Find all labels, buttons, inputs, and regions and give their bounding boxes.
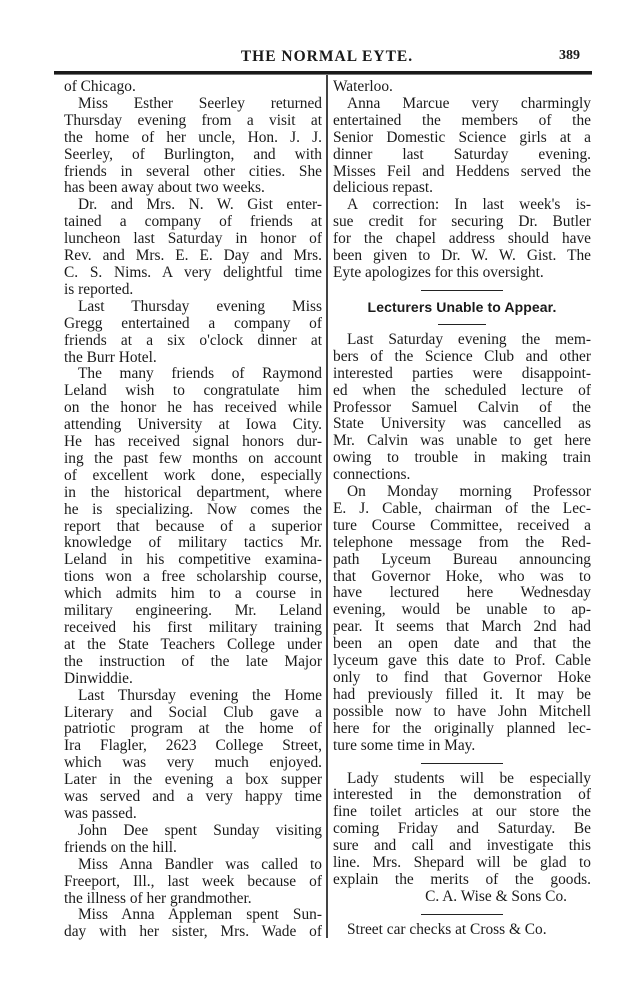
news-item (333, 96, 591, 197)
text-line: luncheon last Saturday in honor of (64, 230, 322, 248)
text-line: friends on the hill. (64, 838, 177, 856)
text-line: Eyte apologizes for this oversight. (333, 263, 544, 281)
text-line: Rev. and Mrs. E. E. Day and Mrs. (64, 247, 322, 265)
text-line: Miss Anna Appleman spent Sun- (78, 906, 322, 924)
news-item (64, 823, 322, 857)
left-column (64, 79, 322, 941)
text-line: possible now to have John Mitchell (333, 702, 591, 720)
article-heading: Lecturers Unable to Appear. (367, 298, 557, 315)
text-line: On Monday morning Professor (347, 483, 591, 501)
text-line: lyceum gave this date to Prof. Cable (333, 652, 591, 670)
text-line: John Dee spent Sunday visiting (78, 821, 322, 839)
running-head (62, 48, 592, 68)
text-line: Waterloo. (333, 78, 393, 95)
text-line: the Burr Hotel. (64, 348, 157, 366)
news-item (64, 366, 322, 687)
text-line: delicious repast. (333, 179, 434, 197)
text-line: day with her sister, Mrs. Wade of (64, 923, 322, 941)
text-line: received his first military training (64, 619, 322, 636)
heading-underline (438, 324, 486, 325)
text-line: Ira Flagler, 2623 College Street, (64, 737, 322, 755)
text-line: was passed. (64, 804, 137, 822)
text-line: for the chapel address should have (333, 230, 591, 248)
text-line: Last Saturday evening the mem- (347, 330, 591, 348)
text-line: dinner last Saturday evening. (333, 145, 591, 163)
text-line: path Lyceum Bureau announcing (333, 550, 591, 568)
text-line: explain the merits of the goods. (333, 870, 591, 888)
text-line: was served and a very happy time (64, 788, 322, 806)
news-item (333, 197, 591, 282)
news-item (333, 332, 591, 484)
text-line: State University was cancelled as (333, 415, 591, 433)
text-line: Later in the evening a box supper (64, 771, 322, 789)
text-line: the instruction of the late Major (64, 652, 322, 670)
text-line: attending University at Iowa City. (64, 416, 322, 434)
text-line: line. Mrs. Shepard will be glad to (333, 854, 591, 872)
text-line: Lady students will be especially (347, 769, 591, 787)
closing-notice (333, 922, 591, 939)
text-line: Last Thursday evening the Home (78, 686, 322, 704)
news-item (64, 907, 322, 941)
news-item (333, 79, 591, 96)
text-line: ture Course Committee, received a (333, 516, 591, 534)
text-line: tained a company of friends at (64, 213, 322, 231)
text-line: of Chicago. (64, 78, 136, 95)
text-line: interested in the demonstration of (333, 786, 591, 804)
text-line: report that because of a superior (64, 517, 322, 535)
text-line: Misses Feil and Heddens served the (333, 162, 591, 180)
text-line: been given to Dr. W. W. Gist. The (333, 247, 591, 265)
section-divider (421, 763, 503, 764)
text-line: friends in several other cities. She (64, 162, 322, 180)
section-divider (421, 914, 503, 915)
text-line: has been away about two weeks. (64, 179, 265, 197)
column-divider (326, 75, 328, 938)
text-line: of excellent work done, especially (64, 466, 322, 484)
news-item (333, 484, 591, 755)
news-item (64, 299, 322, 367)
text-line: coming Friday and Saturday. Be (333, 820, 591, 838)
text-line: owing to trouble in making train (333, 449, 591, 467)
text-line: in the historical department, where (64, 483, 322, 501)
news-item (64, 197, 322, 298)
text-line: fine toilet articles at our store the (333, 803, 591, 821)
text-line: He has received signal honors dur- (64, 433, 322, 451)
text-line: Miss Esther Seerley returned (78, 94, 322, 112)
text-line: sue credit for securing Dr. Butler (333, 213, 591, 231)
advertisement (333, 771, 591, 889)
text-line: is reported. (64, 280, 134, 298)
text-line: ing the past few months on account (64, 449, 322, 467)
text-line: that Governor Hoke, who was to (333, 567, 591, 585)
text-line: C. S. Nims. A very delightful time (64, 263, 322, 281)
text-line: at the State Teachers College under (64, 635, 322, 653)
text-line: the illness of her grandmother. (64, 889, 252, 907)
text-line: Literary and Social Club gave a (64, 703, 322, 721)
text-line: ed when the scheduled lecture of (333, 381, 591, 399)
text-line: Dinwiddie. (64, 669, 133, 687)
text-line: connections. (333, 466, 411, 484)
text-line: Freeport, Ill., last week because of (64, 872, 322, 890)
closing-notice-text: Street car checks at Cross & Co. (347, 920, 547, 938)
text-line: friends at a six o'clock dinner at (64, 331, 322, 349)
right-column (333, 79, 591, 939)
text-line: evening, would be unable to ap- (333, 601, 591, 619)
text-line: pear. It seems that March 2nd had (333, 618, 591, 636)
page-number: 389 (559, 48, 580, 63)
text-line: Mr. Calvin was unable to get here (333, 432, 591, 450)
text-line: Thursday evening from a visit at (64, 111, 322, 129)
text-line: on the honor he has received while (64, 399, 322, 417)
text-line: Anna Marcue very charmingly (347, 94, 591, 112)
text-line: patriotic program at the home of (64, 720, 322, 738)
text-line: he is specializing. Now comes the (64, 500, 322, 518)
text-line: tions won a free scholarship course, (64, 568, 322, 586)
header-rule (54, 71, 592, 75)
text-line: had previously filled it. It may be (333, 685, 591, 703)
text-line: Gregg entertained a company of (64, 314, 322, 332)
text-line: telephone message from the Red- (333, 533, 591, 551)
text-line: ture some time in May. (333, 736, 476, 754)
advertisement-signature: C. A. Wise & Sons Co. (425, 887, 567, 905)
text-line: bers of the Science Club and other (333, 347, 591, 365)
right-intro-items (333, 79, 591, 282)
text-line: interested parties were disappoint- (333, 364, 591, 382)
text-line: Last Thursday evening Miss (78, 297, 322, 315)
text-line: Senior Domestic Science girls at a (333, 128, 591, 146)
text-line: military engineering. Mr. Leland (64, 602, 322, 620)
news-item (64, 96, 322, 197)
text-line: the home of her uncle, Hon. J. J. (64, 128, 322, 146)
text-line: been an open date and that the (333, 635, 591, 653)
text-line: knowledge of military tactics Mr. (64, 534, 322, 552)
text-line: sure and call and investigate this (333, 837, 591, 855)
news-item (64, 688, 322, 823)
text-line: E. J. Cable, chairman of the Lec- (333, 499, 591, 517)
text-line: here for the originally planned lec- (333, 719, 591, 737)
news-item (64, 79, 322, 96)
text-line: Dr. and Mrs. N. W. Gist enter- (78, 196, 322, 214)
text-line: Seerley, of Burlington, and with (64, 145, 322, 163)
news-item (64, 857, 322, 908)
text-line: Leland wish to congratulate him (64, 382, 322, 400)
text-line: entertained the members of the (333, 111, 591, 129)
publication-title: THE NORMAL EYTE. (240, 48, 414, 65)
text-line: Professor Samuel Calvin of the (333, 398, 591, 416)
text-line: Leland in his competitive examina- (64, 551, 322, 569)
text-line: which was very much enjoyed. (64, 754, 322, 772)
text-line: have lectured here Wednesday (333, 584, 591, 602)
text-line: which admits him to a course in (64, 585, 322, 603)
text-line: The many friends of Raymond (78, 365, 322, 383)
text-line: A correction: In last week's is- (347, 196, 591, 214)
section-divider (421, 290, 503, 291)
text-line: only to find that Governor Hoke (333, 669, 591, 686)
text-line: Miss Anna Bandler was called to (78, 855, 322, 873)
article-body (333, 332, 591, 755)
